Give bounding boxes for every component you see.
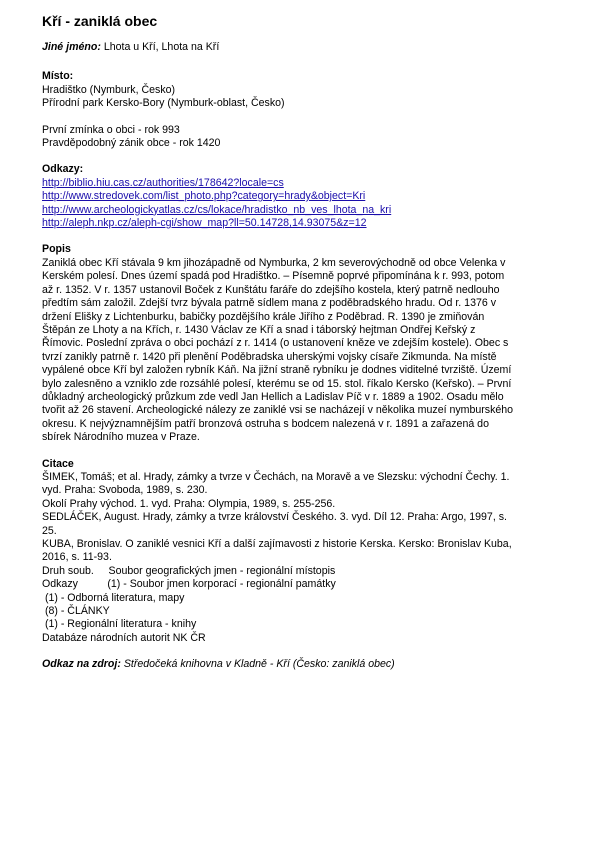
description-line: Zaniklá obec Kří stávala 9 km jihozápadně od Nymburka, 2 km severovýchodně od obce Velenka v: [42, 256, 506, 269]
citations-section: [42, 458, 582, 646]
page-title: Kří - zaniklá obec: [42, 13, 158, 29]
link-biblio[interactable]: http://biblio.hiu.cas.cz/authorities/178642?locale=cs: [42, 176, 284, 189]
link-aleph-map[interactable]: http://aleph.nkp.cz/aleph-cgi/show_map?ll=50.14728,14.93075&z=12: [42, 217, 367, 230]
description-line: tvrzí zanikly patrně r. 1420 při plenění Poděbradska uherskými vojsky císaře Zikmunda. Na místě: [42, 350, 497, 363]
catalog-field: (1) - Regionální literatura - knihy: [42, 618, 197, 631]
extinction-year: Pravděpodobný zánik obce - rok 1420: [42, 137, 221, 150]
description-line: Římovic. Poslední zpráva o obci pochází z r. 1414 (o ustanovení kněze ve zdejším kostele). Obec s: [42, 337, 509, 350]
alt-name-value: Lhota u Kří, Lhota na Kří: [103, 41, 220, 53]
description-line: důkladný archeologický průzkum zde vedl Jan Hellich a Ladislav Píč v r. 1889 a 1902. Osadu mělo: [42, 390, 504, 403]
description-line: předtím sám založil. Zdejší tvrz bývala patrně sídlem mana z poděbradského hradu. Od r. 1376 v: [42, 297, 496, 310]
citations-label: Citace: [42, 457, 74, 470]
alt-name-label: Jiné jméno:: [42, 41, 101, 53]
place-label: Místo:: [42, 70, 74, 83]
place-line: Přírodní park Kersko-Bory (Nymburk-oblast, Česko): [42, 97, 285, 110]
source-label: Odkaz na zdroj:: [42, 658, 121, 671]
description-line: bylo zalesněno a vzniklo zde rozsáhlé polesí, kterému se od 15. stol. říkalo Kersko (Keřsko). – První: [42, 377, 512, 390]
document-page: [42, 12, 582, 672]
links-label: Odkazy:: [42, 163, 84, 176]
description-line: okresu. K nejvýznamnějším patří bronzová ostruha s bodcem nalezená v r. 1891 a zařazená do: [42, 417, 489, 430]
citation-line: KUBA, Bronislav. O zaniklé vesnici Kří a další zajímavosti z historie Kerska. Kersko: Bronislav Kuba,: [42, 538, 512, 550]
description-line: sbírek Národního muzea v Praze.: [42, 431, 200, 444]
citation-line: 25.: [42, 524, 57, 537]
dates-section: [42, 124, 582, 151]
description-line: tvořit až 26 stavení. Archeologické nálezy ze zaniklé vsi se nacházejí v několika muzeí nymburského: [42, 404, 514, 417]
catalog-field: Druh soub. Soubor geografických jmen - regionální místopis: [42, 564, 336, 577]
citation-line: Okolí Prahy východ. 1. vyd. Praha: Olympia, 1989, s. 255-256.: [42, 497, 336, 510]
description-line: Štěpán ze Lhoty a na Křích, r. 1430 Václav ze Kří a snad i táborský hejtman Ondřej Keřský z: [42, 323, 476, 336]
citation-line: vyd. Praha: Svoboda, 1989, s. 230.: [42, 484, 208, 497]
source-value: Středočeká knihovna v Kladně - Kří (Česko: zaniklá obec): [123, 658, 395, 671]
description-line: Kerském polesí. Dnes území spadá pod Hradištko. – Písemně poprvé připomínána k r. 993, potom: [42, 270, 505, 283]
description-line: vypálené obce Kří byl založen rybník Káň. Na jižní straně rybníku je dodnes viditelné tvrziště. Území: [42, 364, 512, 377]
citation-line: 2016, s. 11-93.: [42, 551, 112, 564]
links-section: [42, 163, 582, 230]
citation-line: ŠIMEK, Tomáš; et al. Hrady, zámky a tvrze v Čechách, na Moravě a ve Slezsku: východní Čechy. 1.: [42, 470, 510, 483]
source-row: [42, 658, 582, 671]
place-section: [42, 70, 582, 110]
catalog-field: (1) - Odborná literatura, mapy: [42, 591, 185, 604]
link-stredovek[interactable]: http://www.stredovek.com/list_photo.php?category=hrady&object=Kri: [42, 190, 366, 203]
first-mention: První zmínka o obci - rok 993: [42, 123, 180, 136]
description-line: držení Elišky z Lichtenburku, babičky pozdějšího krále Jiřího z Poděbrad. R. 1390 je zmiňován: [42, 310, 485, 323]
description-line: až r. 1352. V r. 1357 ustanovil Boček z Kunštátu faráře do zdejšího kostela, který patrně nedlouho: [42, 283, 500, 296]
link-archeologickyatlas[interactable]: http://www.archeologickyatlas.cz/cs/lokace/hradistko_nb_ves_lhota_na_kri: [42, 203, 392, 216]
citation-line: SEDLÁČEK, August. Hrady, zámky a tvrze království Českého. 3. vyd. Díl 12. Praha: Argo, 1997, s.: [42, 511, 507, 524]
alt-name-row: [42, 41, 582, 54]
catalog-field: Databáze národních autorit NK ČR: [42, 631, 206, 644]
catalog-field: (8) - ČLÁNKY: [42, 605, 110, 618]
description-section: [42, 243, 582, 444]
description-label: Popis: [42, 243, 71, 256]
catalog-field: Odkazy (1) - Soubor jmen korporací - regionální památky: [42, 578, 336, 591]
place-line: Hradištko (Nymburk, Česko): [42, 83, 176, 96]
